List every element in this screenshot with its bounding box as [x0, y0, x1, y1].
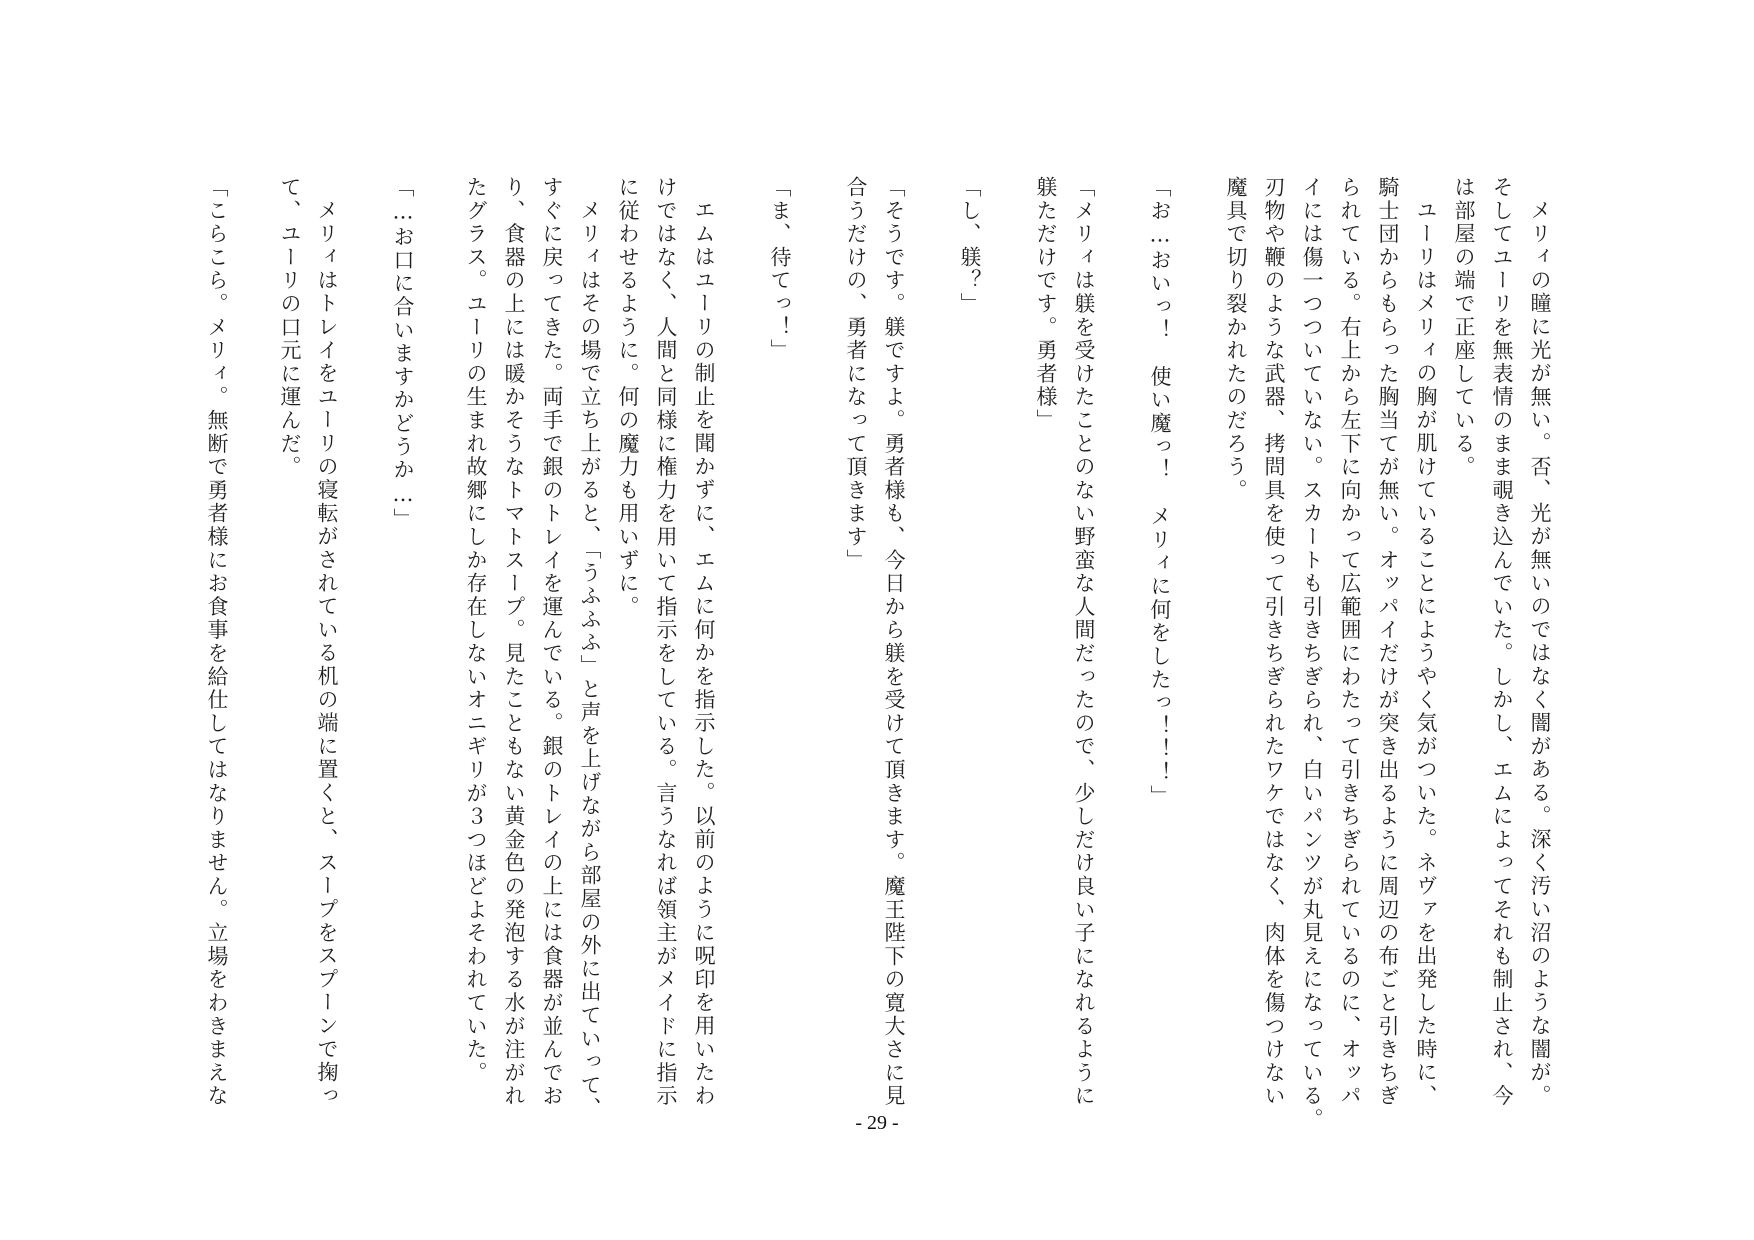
- text-column: たグラス。ユーリの生まれ故郷にしか存在しないオニギリが３つほどよそわれていた。: [464, 176, 488, 1085]
- blank-column: [1183, 176, 1213, 1076]
- blank-column: [727, 176, 757, 1076]
- text-column: メリィの瞳に光が無い。否、光が無いのではなく闇がある。深く汚い沼のような闇が。: [1528, 199, 1552, 1108]
- text-column: エムはユーリの制止を聞かずに、エムに何かを指示した。以前のように呪印を用いたわ: [692, 199, 716, 1108]
- dialogue-column: 「し、躾？」: [958, 176, 982, 316]
- dialogue-column: 「こらこら。メリィ。無断で勇者様にお食事を給仕してはなりません。立場をわきまえな: [205, 176, 229, 1108]
- text-column: けではなく、人間と同様に権力を用いて指示をしている。言うなれば領主がメイドに指示: [654, 176, 678, 1108]
- text-column: ユーリはメリィの胸が肌けていることにようやく気がついた。ネヴァを出発した時に、: [1414, 199, 1438, 1108]
- blank-column: [350, 176, 380, 1076]
- text-column: 魔具で切り裂かれたのだろう。: [1224, 176, 1248, 503]
- text-column: そしてユーリを無表情のまま覗き込んでいた。しかし、エムによってそれも制止され、今: [1490, 176, 1514, 1108]
- dialogue-column: 「そうです。躾ですよ。勇者様も、今日から躾を受けて頂きます。魔王陛下の寛大さに見: [882, 176, 906, 1108]
- text-column: は部屋の端で正座している。: [1452, 176, 1476, 479]
- dialogue-column: 「お…おいっ！ 使い魔っ！ メリィに何をしたっ！！！」: [1148, 176, 1172, 809]
- page-number: - 29 -: [855, 1112, 899, 1134]
- blank-column: [238, 176, 268, 1076]
- blank-column: [423, 176, 453, 1076]
- text-column: られている。右上から左下に向かって広範囲にわたって引きちぎられているのに、オッパ: [1338, 176, 1362, 1108]
- text-column: に従わせるように。何の魔力も用いずに。: [616, 176, 640, 619]
- text-column: イには傷一つついていない。スカートも引きちぎられ、白いパンツが丸見えになっている。: [1300, 176, 1324, 1132]
- text-column: 騎士団からもらった胸当てが無い。オッパイだけが突き出るように周辺の布ごと引きちぎ: [1376, 176, 1400, 1108]
- text-column: 刃物や鞭のような武器、拷問具を使って引きちぎられたワケではなく、肉体を傷つけない: [1262, 176, 1286, 1108]
- blank-column: [993, 176, 1023, 1076]
- blank-column: [1107, 176, 1137, 1076]
- dialogue-column: 躾ただけです。勇者様」: [1034, 176, 1058, 433]
- dialogue-column: 「…お口に合いますかどうか…」: [391, 176, 415, 532]
- blank-column: [803, 176, 833, 1076]
- text-column: すぐに戻ってきた。両手で銀のトレイを運んでいる。銀のトレイの上には食器が並んでお: [540, 176, 564, 1108]
- dialogue-column: 「ま、待てっ！」: [768, 176, 792, 363]
- text-column: て、ユーリの口元に運んだ。: [278, 176, 302, 479]
- text-column: メリィはトレイをユーリの寝転がされている机の端に置くと、スープをスプーンで掬っ: [315, 199, 339, 1108]
- text-column: り、食器の上には暖かそうなトマトスープ。見たこともない黄金色の発泡する水が注がれ: [502, 176, 526, 1108]
- blank-column: [917, 176, 947, 1076]
- dialogue-column: 合うだけの、勇者になって頂きます」: [844, 176, 868, 573]
- dialogue-column: 「メリィは躾を受けたことのない野蛮な人間だったので、少しだけ良い子になれるように: [1072, 176, 1096, 1108]
- text-column: メリィはその場で立ち上がると、「うふふふ」と声を上げながら部屋の外に出ていって、: [578, 199, 602, 1121]
